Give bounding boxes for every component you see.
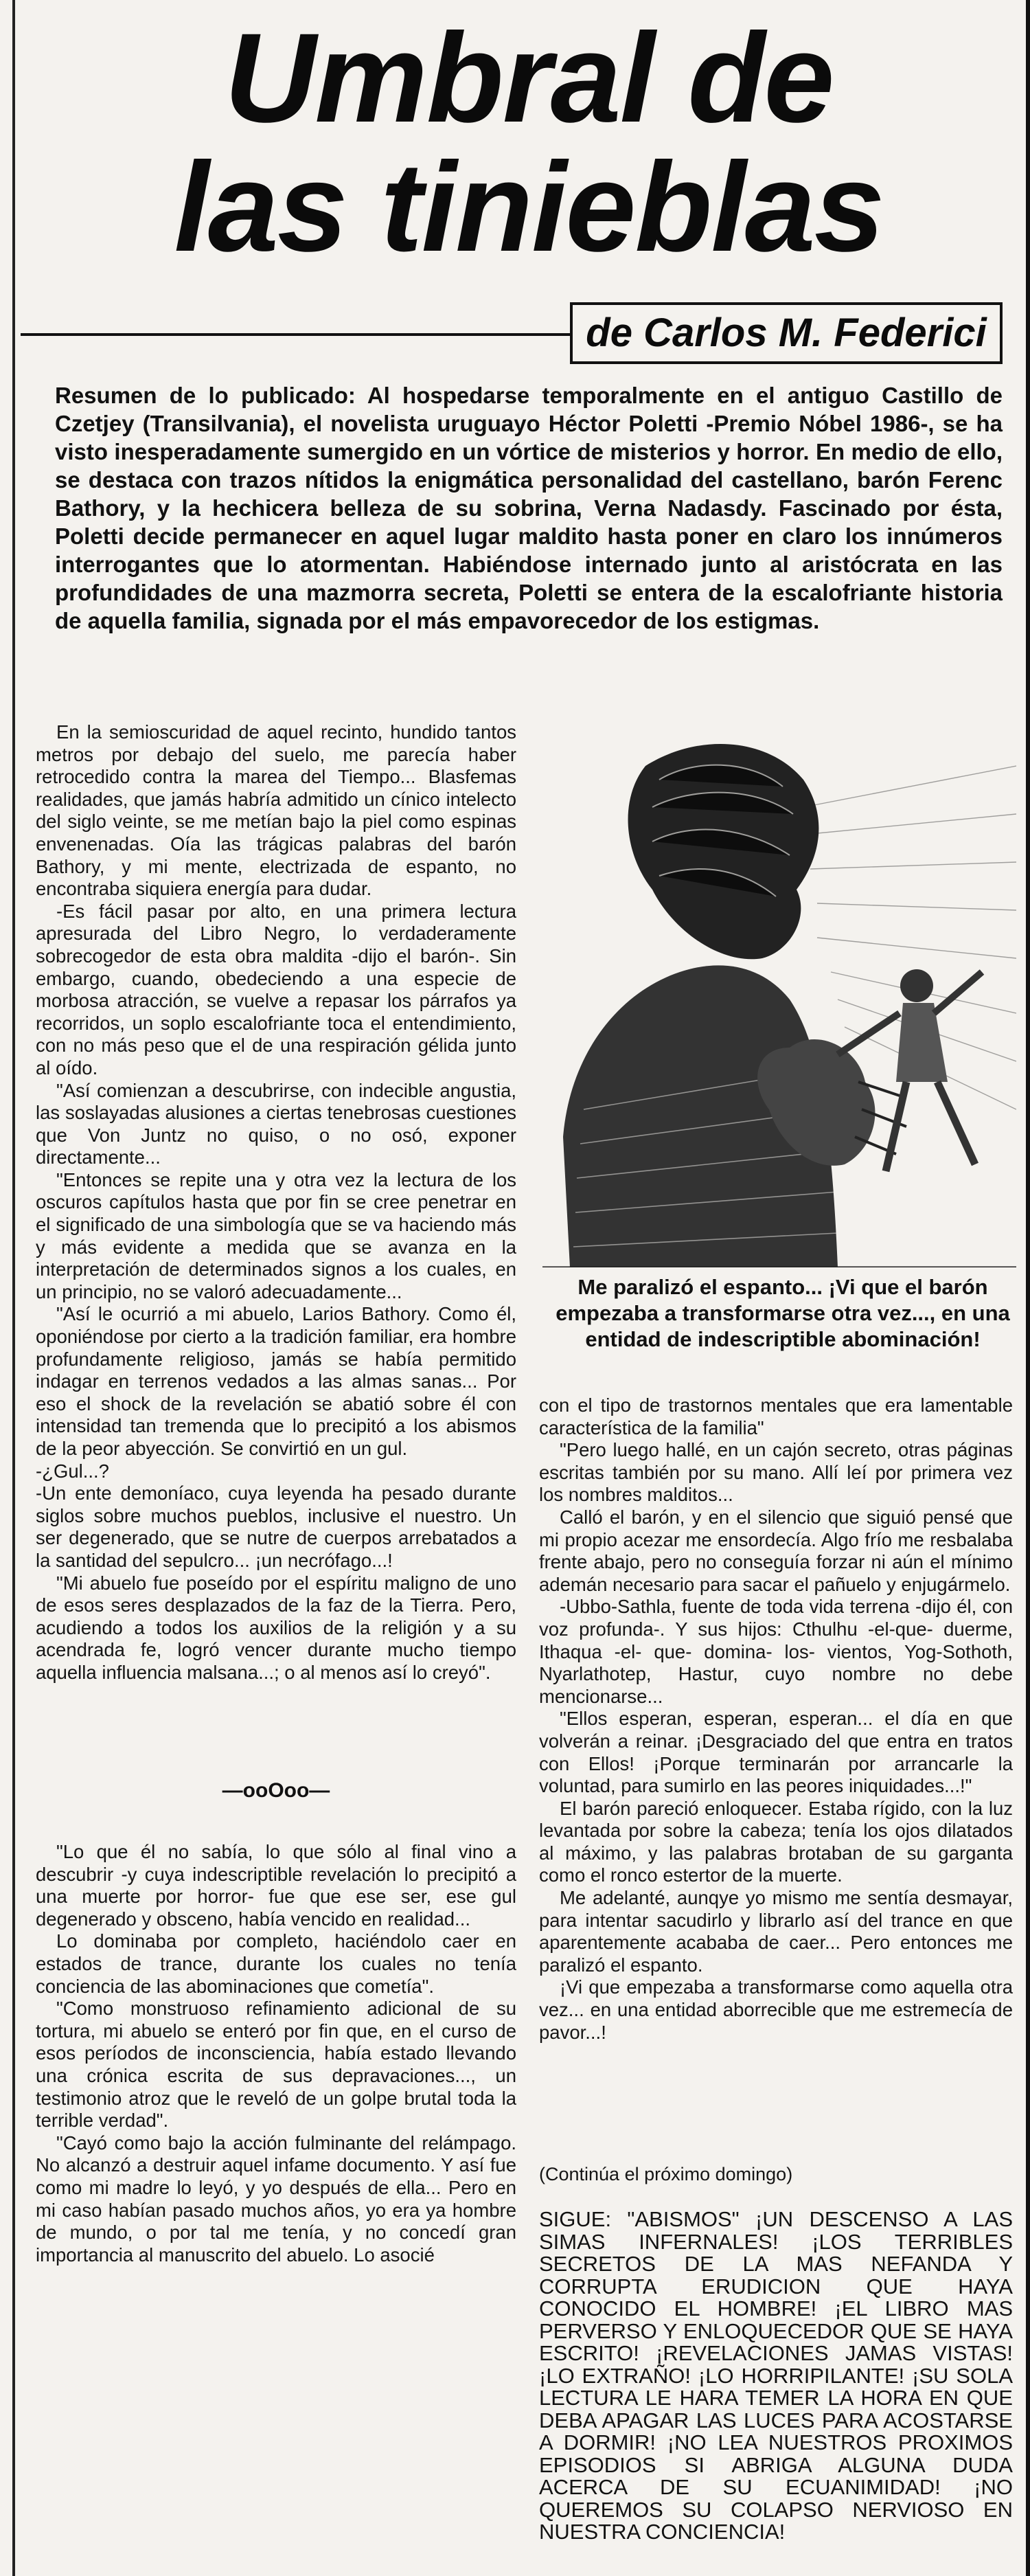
left-paragraph: -Es fácil pasar por alto, en una primera lectura apresurada del Libro Negro, lo verdaderamente sobrecogedor de esta obra maldita -dijo el barón-. Sin embargo, cuando, obedeciendo a una especie de morbosa atracción, se vuelve a repasar los párrafos ya recorridos, un soplo escalofriante toca el entendimiento, con no más peso que el de una respiración gélida junto al oído. — [36, 900, 516, 1078]
right-paragraph: con el tipo de trastornos mentales que era lamentable característica de la familia" — [539, 1394, 1013, 1438]
right-paragraph: "Ellos esperan, esperan, esperan... el día en que volverán a reinar. ¡Desgraciado del que entra en tratos con Ellos! ¡Porque terminarán por arrancarle la voluntad, para sumirlo en las peores iniquidades...!" — [539, 1708, 1013, 1797]
left-paragraph: "Lo que él no sabía, lo que sólo al final vino a descubrir -y cuya indescriptible revelación lo precipitó a una muerte por horror- fue que ese ser, ese gul degenerado y obsceno, había vencido en realidad... — [36, 1841, 516, 1930]
illustration-baron-transforming — [542, 725, 1016, 1267]
right-paragraph: ¡Vi que empezaba a transformarse como aquella otra vez... en una entidad aborrecible que me estremecía de pavor...! — [539, 1976, 1013, 2043]
left-column-top — [36, 721, 516, 1684]
left-column-bottom — [36, 1841, 516, 2266]
left-paragraph: "Como monstruoso refinamiento adicional de su tortura, mi abuelo se enteró por fin que, en el curso de esos períodos de inconsciencia, había estado llevando una crónica escrita de sus depravaciones..., un testimonio atroz que le reveló de un golpe brutal toda la terrible verdad". — [36, 1998, 516, 2132]
story-summary: Resumen de lo publicado: Al hospedarse temporalmente en el antiguo Castillo de Czetjey (Transilvania), el novelista uruguayo Héctor Poletti -Premio Nóbel 1986-, se ha visto inesperadamente sumergido en un vórtice de misterios y horror. En medio de ello, se destaca con trazos nítidos la enigmática personalidad del castellano, barón Ferenc Bathory, y la hechicera belleza de su sobrina, Verna Nadasdy. Fascinado por ésta, Poletti decide permanecer en aquel lugar maldito hasta poner en claro los innúmeros interrogantes que lo atormentan. Habiéndose internado junto al aristócrata en las profundidades de una mazmorra secreta, Poletti se entera de la escalofriante historia de aquella familia, signada por el más empavorecedor de los estigmas. — [55, 383, 1003, 633]
right-paragraph: El barón pareció enloquecer. Estaba rígido, con la luz levantada por sobre la cabeza; tenía los ojos dilatados al máximo, y las palabras brotaban de su garganta como el ronco estertor de la muerte. — [539, 1797, 1013, 1886]
left-paragraph: "Mi abuelo fue poseído por el espíritu maligno de uno de esos seres desplazados de la faz de la Tierra. Pero, acudiendo a todos los auxilios de la religión y a su acendrada fe, logró vencer durante mucho tiempo aquella influencia malsana...; o al menos así lo creyó". — [36, 1572, 516, 1683]
title-line-1: Umbral de — [224, 8, 834, 149]
byline-rule — [21, 333, 570, 336]
byline-box: de Carlos M. Federici — [570, 302, 1003, 364]
left-paragraph: -¿Gul...? — [36, 1460, 109, 1482]
illustration-caption: Me paralizó el espanto... ¡Vi que el barón empezaba a transformarse otra vez..., en una entidad de indescriptible abominación! — [556, 1275, 1010, 1351]
left-paragraph: -Un ente demoníaco, cuya leyenda ha pesado durante siglos sobre muchos pueblos, inclusive el nuestro. Un ser degenerado, que se nutre de cuerpos arrebatados a la santidad del sepulcro... ¡un necrófago...! — [36, 1482, 516, 1571]
left-paragraph: "Entonces se repite una y otra vez la lectura de los oscuros capítulos hasta que por fin se cree penetrar en el significado de una simbología que se va haciendo más y más evidente a medida que se avanza en la interpretación de determinados signos a los cuales, en un principio, no se valoró adecuadamente... — [36, 1168, 516, 1302]
title-line-2: las tinieblas — [174, 137, 884, 278]
article-title — [110, 8, 948, 278]
next-episode-promo: SIGUE: "ABISMOS" ¡UN DESCENSO A LAS SIMAS INFERNALES! ¡LOS TERRIBLES SECRETOS DE LA MAS NEFANDA Y CORRUPTA ERUDICION QUE HAYA CONOCIDO EL HOMBRE! ¡EL LIBRO MAS PERVERSO Y ENLOQUECEDOR QUE SE HAYA ESCRITO! ¡REVELACIONES JAMAS VISTAS! ¡LO EXTRAÑO! ¡LO HORRIPILANTE! ¡SU SOLA LECTURA LE HARA TEMER LA HORA EN QUE DEBA APAGAR LAS LUCES PARA ACOSTARSE A DORMIR! ¡NO LEA NUESTROS PROXIMOS EPISODIOS SI ABRIGA ALGUNA DUDA ACERCA DE SU ECUANIMIDAD! ¡NO QUEREMOS SU COLAPSO NERVIOSO EN NUESTRA CONCIENCIA! — [539, 2207, 1013, 2544]
section-separator: —ooOoo— — [222, 1779, 330, 1802]
left-border-rule — [12, 0, 15, 2576]
right-paragraph: Me adelanté, aunqye yo mismo me sentía desmayar, para intentar sacudirlo y librarlo así del trance en que aparentemente acababa de caer... Pero entonces me paralizó el espanto. — [539, 1887, 1013, 1976]
right-paragraph: "Pero luego hallé, en un cajón secreto, otras páginas escritas también por su mano. Allí leí por primera vez los nombres malditos... — [539, 1439, 1013, 1506]
right-border-rule — [1026, 0, 1030, 2576]
left-paragraph: Lo dominaba por completo, haciéndolo caer en estados de trance, durante los cuales no tenía conciencia de las abominaciones que cometía". — [36, 1930, 516, 1997]
continue-note: (Continúa el próximo domingo) — [539, 2164, 793, 2184]
left-paragraph: En la semioscuridad de aquel recinto, hundido tantos metros por debajo del suelo, me parecía haber retrocedido contra la marea del Tiempo... Blasfemas realidades, que jamás habría admitido un cínico intelecto del siglo veinte, se me metían bajo la piel como espinas envenenadas. Oía las trágicas palabras del barón Bathory, y mi mente, electrizada de espanto, no encontraba siquiera energía para dudar. — [36, 721, 516, 900]
right-column — [539, 1394, 1013, 2044]
right-paragraph: Calló el barón, y en el silencio que siguió pensé que mi propio acezar me ensordecía. Algo frío me resbalaba frente abajo, pero no conseguía forzar ni aún el mínimo ademán necesario para sacar el pañuelo y enjugármelo. — [539, 1506, 1013, 1595]
left-paragraph: "Cayó como bajo la acción fulminante del relámpago. No alcanzó a destruir aquel infame documento. Y así fue como mi madre lo leyó, y yo después de ella... Pero en mi caso habían pasado muchos años, yo era ya hombre de mundo, o por tal me tenía, y no concedí gran importancia al manuscrito del abuelo. Lo asocié — [36, 2132, 516, 2266]
right-paragraph: -Ubbo-Sathla, fuente de toda vida terrena -dijo él, con voz profunda-. Y sus hijos: Cthulhu -el-que- duerme, Ithaqua -el- que- domina- los- vientos, Yog-Sothoth, Nyarlathotep, Hastur, cuyo nombre no debe mencionarse... — [539, 1596, 1013, 1707]
left-paragraph: "Así le ocurrió a mi abuelo, Larios Bathory. Como él, oponiéndose por cierto a la tradición familiar, era hombre profundamente religioso, jamás se había permitido indagar en terrenos vedados a las almas sanas... Por eso el shock de la revelación se abatió sobre él con intensidad tan tremenda que lo precipitó a los abismos de la peor abyección. Se convirtió en un gul. — [36, 1303, 516, 1459]
left-paragraph: "Así comienzan a descubrirse, con indecible angustia, las soslayadas alusiones a ciertas tenebrosas cuestiones que Von Juntz no quiso, o no osó, exponer directamente... — [36, 1079, 516, 1168]
